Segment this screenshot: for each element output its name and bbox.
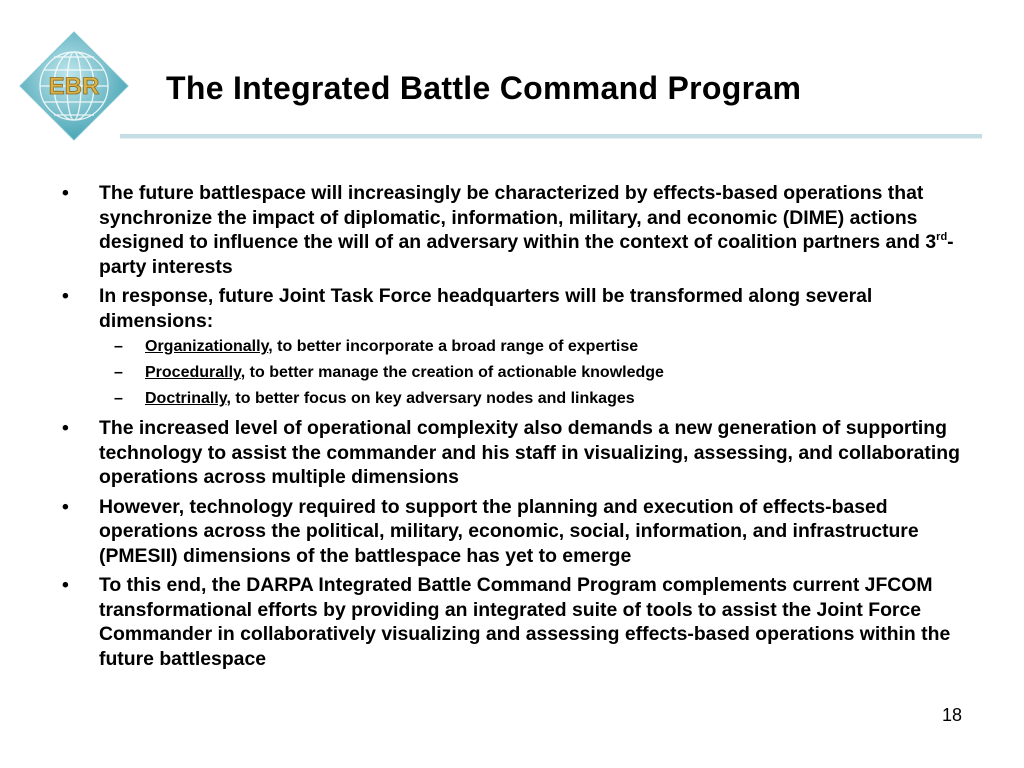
bullet-item: [62, 416, 962, 490]
superscript: rd: [936, 230, 948, 243]
page-title: The Integrated Battle Command Program: [166, 70, 802, 106]
bullet-marker: •: [62, 182, 69, 204]
bullet-marker: •: [62, 417, 69, 439]
sub-bullet-text: Procedurally, to better manage the creation of actionable knowledge: [145, 364, 664, 381]
underlined-term: Doctrinally: [145, 390, 227, 407]
page-number: 18: [941, 705, 962, 725]
bullet-item: [62, 495, 962, 569]
title-rule: [120, 134, 982, 139]
bullet-item: [62, 284, 962, 333]
dash-marker: –: [114, 364, 123, 381]
bullet-item: [62, 181, 962, 279]
bullet-text: The increased level of operational complexity also demands a new generation of supporting technology to assist the commander and his staff in visualizing, assessing, and collaborating operations across multiple dimensions: [99, 417, 960, 488]
bullet-text: In response, future Joint Task Force headquarters will be transformed along several dimensions:: [99, 285, 873, 332]
bullet-marker: •: [62, 285, 69, 307]
bullet-text: However, technology required to support the planning and execution of effects-based operations across the political, military, economic, social, information, and infrastructure (PMESII) dimensions of the battlespace has yet to emerge: [99, 495, 919, 567]
bullet-text: The future battlespace will increasingly be characterized by effects-based operations that synchronize the impact of diplomatic, information, military, and economic (DIME) actions designed to influence the will of an adversary within the context of coalition partners and 3rd-party interests: [99, 182, 954, 278]
bullet-marker: •: [62, 495, 69, 518]
logo-text: EBR: [48, 73, 100, 100]
underlined-term: Organizationally: [145, 338, 269, 355]
bullet-marker: •: [62, 574, 69, 596]
bullet-text: To this end, the DARPA Integrated Battle Command Program complements current JFCOM transformational efforts by providing an integrated suite of tools to assist the Joint Force Commander in collaboratively visualizing and assessing effects-based operations within the future battlespace: [99, 574, 951, 670]
sub-bullet-item: [114, 387, 962, 411]
dash-marker: –: [114, 390, 123, 407]
sub-bullet-item: [114, 335, 962, 359]
underlined-term: Procedurally: [145, 364, 241, 381]
bullet-list: [62, 181, 962, 676]
ebr-logo: [18, 30, 130, 142]
sub-bullet-item: [114, 361, 962, 385]
bullet-item: [62, 573, 962, 671]
sub-bullet-text: Organizationally, to better incorporate a broad range of expertise: [145, 338, 639, 355]
dash-marker: –: [114, 338, 123, 355]
sub-bullet-text: Doctrinally, to better focus on key adversary nodes and linkages: [145, 390, 635, 407]
